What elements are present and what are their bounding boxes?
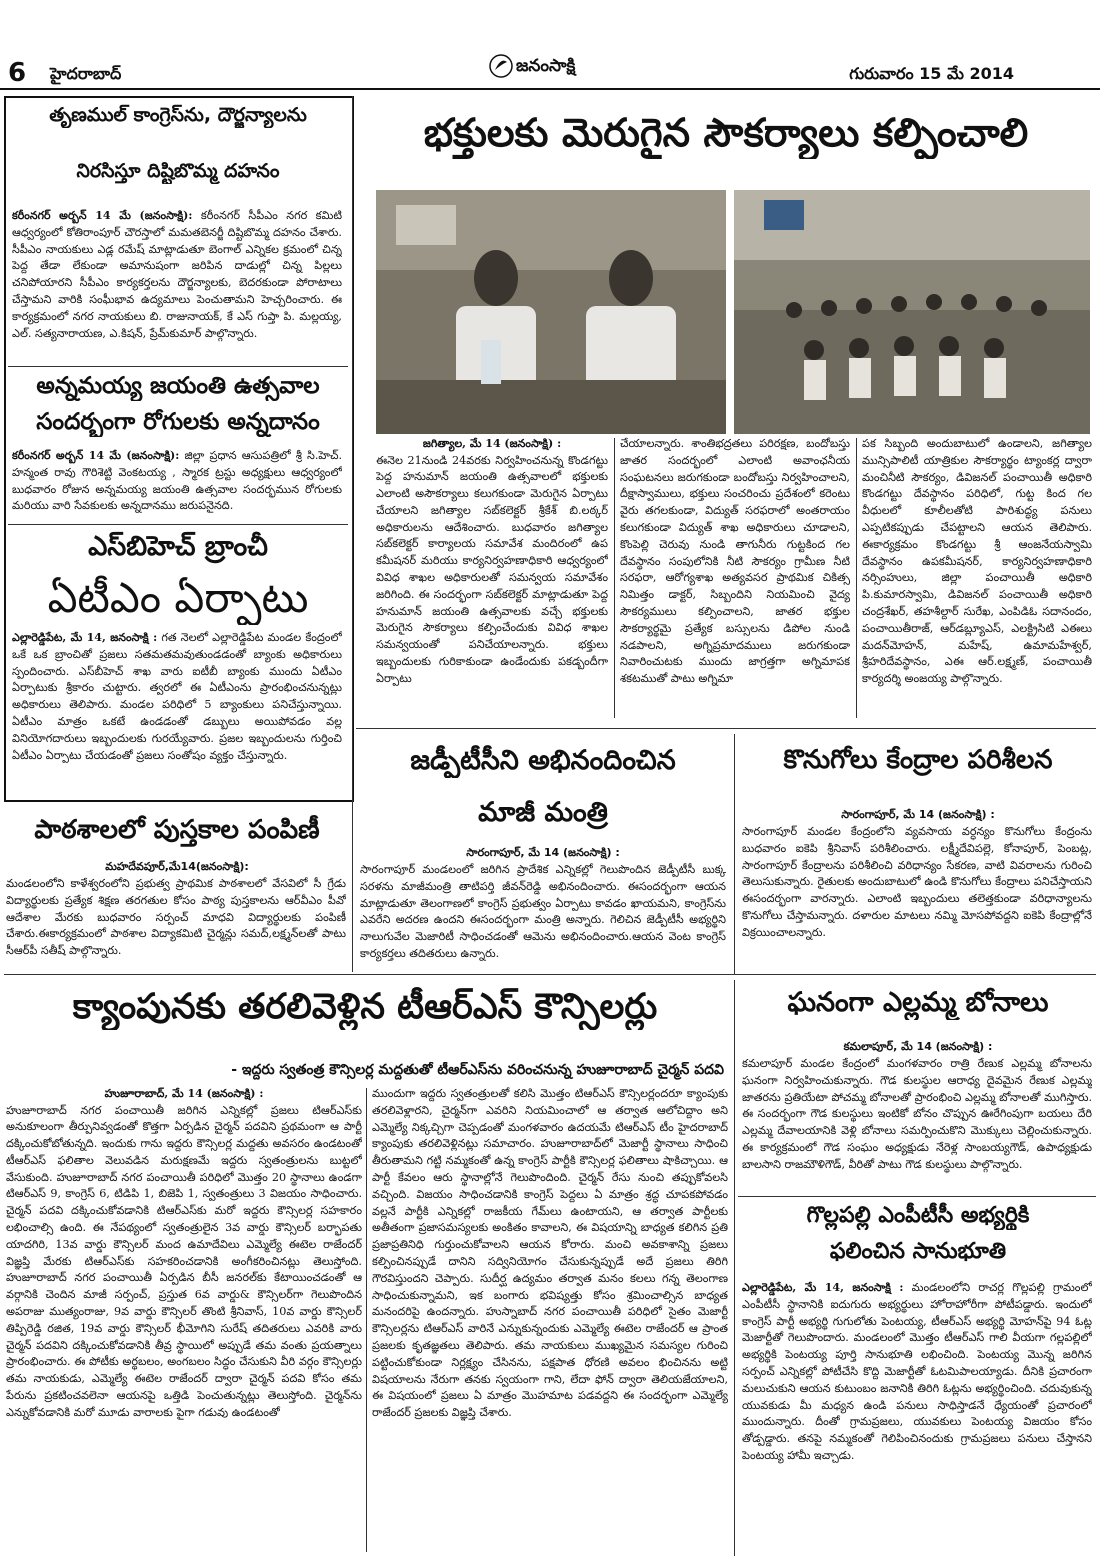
article-1-headline-line-2: నిరసిస్తూ దిష్టిబొమ్మ దహనం: [76, 160, 280, 182]
masthead-rule: [0, 88, 1100, 90]
divider: [8, 366, 348, 367]
article-10-body: [742, 1280, 1092, 1556]
article-9-body: కమలాపూర్ మండల కేంద్రంలో మంగళవారం రాత్రి రేణుక ఎల్లమ్మ బోనాలను ఘనంగా నిర్వహించుకున్నారు. గౌడ కులస్థుల ఆరాధ్య దైవమైన రేణుక ఎల్లమ్మ జాతరను ప్రతియేటా పోచమ్మ బోనాలతో ప్రారంభించి ఎల్లమ్మ బోనాలతో ముగిస్తారు. ఈ సందర్భంగా గౌడ కులస్థులు ఇంటికో బోనం చొప్పున ఊరేగింపుగా బయలు దేరి ఎల్లమ్మ దేవాలయానికి వెళ్లి బోనాలు సమర్పించుకొని మొక్కులు చెల్లించుకున్నారు. ఈ కార్యక్రమంలో గౌడ సంఘం అధ్యక్షుడు నేరెళ్ల సాంబయ్యగౌడ్, ఉపాధ్యక్షుడు బాలసాని రాజమౌళిగౌడ్, వీరితో పాటు గౌడ కులస్థులు పాల్గొన్నారు.: [742, 1057, 1092, 1171]
article-10-text: మండలంలోని రాచర్ల గొల్లపల్లి గ్రామంలో ఎంపీటీసీ స్థానానికి ఐదుగురు అభ్యర్థులు హోరాహోరీగా పోటీపడ్డారు. ఇందులో కాంగ్రెస్ పార్టీ అభ్యర్థి గుగులోతు పెంటయ్య, టీఆర్ఎస్ అభ్యర్థి మోహన్‌పై 94 ఓట్ల మెజార్టీతో గెలుపొందారు. మండలంలో మొత్తం టీఆర్ఎస్ గాలి వీయగా గల్లపల్లిలో అభ్యర్థికి పెంటయ్య పూర్తి సానుభూతి లభించింది. పెంటయ్య మొన్న జరిగిన సర్పంచ్ ఎన్నికల్లో పోటీచేసి కొద్ది మెజార్టీతో ఓటమిపాలయ్యాడు. దీనికి ప్రచారంగా మలుచుకుని ఆయన కుటుంబం జనానికి తిరిగి ఓట్లను అభ్యర్థించింది. చదువుకున్న యువకుడు మీ మధ్యన ఉండి పనులు సాధిస్తాడనే ధ్యేయంతో ప్రచారంలో ముందున్నారు. దీంతో గ్రామప్రజలు, యువకులు పెంటయ్య విజయం కోసం తోడ్పడ్డారు. తనపై నమ్మకంతో గెలిపించినందుకు గ్రామప్రజలు పనులు చేస్తానని పెంటయ్య హామీ ఇచ్చాడు.: [742, 1281, 1092, 1462]
page-number: 6: [8, 58, 27, 88]
article-4-byline: మహదేవపూర్,మే14(జనంసాక్షి):: [105, 860, 249, 873]
masthead: [0, 0, 1100, 86]
divider: [4, 974, 1096, 975]
article-2-text: జిల్లా ప్రధాన ఆసుపత్రిలో శ్రీ సి.హెచ్. హన్మంత రావు గౌరిశెట్టి వెంకటయ్య , స్మారక ట్రస్టు అధ్యక్షులు ఆధ్వర్యంలో బుధవారం రోజున అన్నమయ్య జయంతి ఉత్సవాల సందర్భమున రోగులకు మరియు వారి సేవకులకు అన్నదానము జరుపనైనది.: [12, 449, 342, 513]
article-8-col-2: ముందుగా ఇద్దరు స్వతంత్రులతో కలిసి మొత్తం టిఆర్ఎస్ కౌన్సిలర్లందరూ క్యాంపుకు తరలివెళ్లారని, చైర్మన్‌గా ఎవరిని నియమించాలో ఆ తర్వాత ఆలోచిద్దాం అని ఎమ్మెల్యే నిక్కచ్చిగా చెప్పడంతో మంగళవారం ఉదయమే టిఆర్ఎస్ టీం హైదరాబాద్ క్యాంపుకు తరలివెళ్లినట్లు సమాచారం. హుజూరాబాద్‌లో మెజార్టీ స్థానాలు సాధించి తీరుతామని గట్టి నమ్మకంతో ఉన్న కాంగ్రెస్ పార్టీకి కౌన్సిలర్ల ఫలితాలు షాకిచ్చాయి. ఆ పార్టీ కేవలం ఆరు స్థానాల్లోనే గెలుపొందింది. చైర్మన్ రేసు నుంచి తప్పుకోవలసి వచ్చింది. విజయం సాధించడానికి కాంగ్రెస్ పెద్దలు ఏ మాత్రం శ్రద్ధ చూపకపోవడం వల్లనే పార్టీకి ఎన్నికల్లో రాజకీయ గేమ్‌లు ఉంటాయని, ఆ తర్వాత పార్టీలకు అతీతంగా ప్రజాసమస్యలకు అంకితం కావాలని, ఈ విషయాన్ని బాధ్యత కలిగిన ప్రతి ప్రజాప్రతినిధి గుర్తుంచుకోవాలని ఆయన కోరారు. మంచి అవకాశాన్ని ప్రజలు కల్పించినప్పుడే దానిని సద్వినియోగం చేసుకున్నప్పుడే అదే ప్రజలు తిరిగి గౌరవిస్తుందని చెప్పారు. సుదీర్ఘ ఉద్యమం తర్వాత మనం కలలు గన్న తెలంగాణ సాధించుకున్నామని, ఇక బంగారు భవిష్యత్తు కోసం శ్రమించాల్సిన బాధ్యత మనందరిపై ఉందన్నారు. హుస్నాబాద్ నగర పంచాయితీ పరిధిలో సైతం మెజార్టీ కౌన్సిలర్లను టిఆర్ఎస్ వారినే ఎన్నుకున్నందుకు ఎమ్మెల్యే ఈటెల రాజేందర్ ఆ ప్రాంత ప్రజలకు కృతజ్ఞతలు తెలిపారు. తమ నాయకులు ముఖ్యమైన సమస్యల గురించి పట్టించుకోకుండా నిర్లక్ష్యం చేసినను, పక్షపాత ధోరణి అవలం భించినను అట్టి విషయాలను నేరుగా తనకు స్వయంగా గాని, లేదా ఫోన్ ద్వారా తెలియజేయాలని, ఈ విషయంలో ప్రజలు ఏ మాత్రం మొహమాట పడవద్దని ఈ సందర్భంగా ఎమ్మెల్యే రాజేందర్ ప్రజలకు విజ్ఞప్తి చేశారు.: [372, 1087, 728, 1420]
article-8-byline: హుజూరాబాద్, మే 14 (జనంసాక్షి) :: [104, 1087, 264, 1100]
divider: [856, 438, 857, 718]
article-7-headline: కొనుగోలు కేంద్రాల పరిశీలన: [783, 745, 1053, 775]
divider: [366, 1088, 367, 1552]
article-8-subhead: - ఇద్దరు స్వతంత్ర కౌన్సిలర్ల మద్దతుతో టీఆర్ఎస్‌ను వరించనున్న హుజూరాబాద్ చైర్మన్ పదవి: [231, 1062, 724, 1078]
article-3-body: [12, 630, 342, 794]
lead-col-3: పక సిబ్బంది అందుబాటులో ఉండాలని, జగిత్యాల మున్సిపాలిటీ యాత్రికుల సౌకర్యార్థం ట్యాంకర్ల ద్వారా మంచినీటి సౌకర్యం, డివిజనల్ పంచాయితీ అధికారి కొండగట్టు దేవస్థానం పరిధిలో, గుట్ట కింద గల వీధులలో కూలీలతోటి పారిశుద్ధ్య పనులు ఎప్పటికప్పుడు చేపట్టాలని ఆయన తెలిపారు. ఈకార్యక్రమం కొండగట్టు శ్రీ ఆంజనేయస్వామి దేవస్థానం ఉపకమీషనర్, కార్యనిర్వహణాధికారి నర్సింహులు, జిల్లా పంచాయితీ అధికారి పి.కుమారస్వామి, డివిజనల్ పంచాయితీ అధికారి చంద్రశేఖర్, తహశీల్దార్ సురేఖ, ఎంపిడిఓ సదానందం, పంచాయితీరాజ్, ఆర్‌డబ్ల్యూఎస్, ఎలక్ట్రిసిటి ఎఈలు మదన్‌మోహన్, మహేష్, ఉమామహేశ్వర్, శ్రీహరిదేవస్థానం, ఎఈ ఆర్.లక్ష్మణ్, పంచాయితీ కార్యదర్శి అంజయ్య పాల్గొన్నారు.: [862, 437, 1092, 686]
article-6-headline-line-2: మాజీ మంత్రి: [478, 797, 608, 828]
article-6-headline-line-1: జడ్పీటీసీని అభినందించిన: [410, 745, 676, 776]
article-8-headline: క్యాంపునకు తరలివెళ్లిన టీఆర్ఎస్ కౌన్సిలర్లు: [72, 987, 658, 1027]
article-2-headline-line-2: సందర్భంగా రోగులకు అన్నదానం: [36, 409, 320, 435]
article-3-text: గత నెలలో ఎల్లారెడ్డిపేట మండల కేంద్రంలో ఒకే ఒక బ్రాంచితో ప్రజలు సతమతమవుతుండడంతో బ్యాంకు అధికారులు స్పందించారు. ఎస్‌బీహెచ్ శాఖ వారు ఐటీబీ బ్యాంకు ముందు ఏటీఎం ఏర్పాటుకు శ్రీకారం చుట్టారు. త్వరలో ఈ ఏటీఎంను ప్రారంభించనున్నట్లు అధికారులు తెలిపారు. మండల పరిధిలో 5 బ్యాంకులు పనిచేస్తున్నాయి. ఏటీఎం మాత్రం ఒకటే ఉండడంతో డబ్బులు అయిపోవడం వల్ల వినియోగదారులు ఇబ్బందులకు గురయ్యేవారు. ప్రజల ఇబ్బందులను గుర్తించి ఏటీఎం ఏర్పాటు చేయడంతో ప్రజలు సంతోషం వ్యక్తం చేస్తున్నారు.: [12, 631, 342, 762]
article-3-byline: ఎల్లారెడ్డిపేట, మే 14, జనంసాక్షి :: [12, 631, 158, 644]
article-6-byline: సారంగాపూర్, మే 14 (జనంసాక్షి) :: [466, 846, 620, 859]
lead-headline: భక్తులకు మెరుగైన సౌకర్యాలు కల్పించాలి: [423, 111, 1029, 156]
officials-seated-icon: [376, 190, 726, 434]
article-1-text: కరీంనగర్ సీపీఎం నగర కమిటి ఆధ్వర్యంలో కోతిరాంపూర్ చౌరస్తాలో మమతబెనర్జీ దిష్టిబొమ్మ దహనం చేశారు. సీపీఎం నాయకులు ఎడ్ల రమేష్ మాట్లాడుతూ బెంగాల్ ఎన్నికల క్రమంలో చిన్న పెద్ద తేడా లేకుండా అమానుషంగా జరిపిన దాడుల్లో చిన్న పిల్లలు చనిపోయారని సీపీఎం కార్యకర్తలను దౌర్జన్యాలకు, బెదరకుండా పోరాటాలు చేస్తామని వారికి సంఘీభావ ఉద్యమాలు పెంచుతామని హెచ్చరించారు. ఈ కార్యక్రమంలో నగర నాయకులు బి. రాజునాయక్, కే ఎస్ గుప్తా పి. మల్లయ్య, ఎల్. సత్యనారాయణ, ఎ.కిషన్, ప్రేమ్‌కుమార్ పాల్గొన్నారు.: [12, 209, 342, 340]
divider: [734, 734, 735, 974]
lead-col-1-text: ఈనెల 21నుండి 24వరకు నిర్వహించనున్న కొండగట్టు పెద్ద హనుమాన్ జయంతి ఉత్సవాలలో భక్తులకు ఎలాంటి అసౌకర్యాలు కలుగకుండా మెరుగైన ఏర్పాటు చేయాలని జగిత్యాల సబ్‌కలెక్టర్ శ్రీకేశ్ బి.లఠ్కర్ అధికారులను ఆదేశించారు. బుధవారం జగిత్యాల సబ్‌కలెక్టర్ కార్యాలయ సమావేశ మందిరంలో ఉప కమీషనర్ మరియు కార్యనిర్వహణాధికారి ఆధ్వర్యంలో వివిధ శాఖల అధికారులతో సమన్వయ సమావేశం జరిగింది. ఈ సందర్భంగా సబ్‌కలెక్టర్ మాట్లాడుతూ పెద్ద హనుమాన్ జయంతి ఉత్సవాలకు వచ్చే భక్తులకు మెరుగైన సౌకర్యాలు కల్పించేందుకు వివిధ శాఖల సమన్వయంతో పనిచేయాలన్నారు. భక్తులు ఇబ్బందులకు గురికాకుండా ఉండేందుకు పకడ్బందీగా ఏర్పాటు: [376, 453, 608, 685]
divider: [614, 438, 615, 718]
divider: [738, 1196, 1096, 1197]
article-2-byline: కరీంనగర్ అర్బన్ 14 మే (జనంసాక్షి):: [12, 449, 180, 462]
article-2-body: [12, 448, 342, 522]
divider: [734, 980, 735, 1556]
divider: [352, 96, 353, 972]
article-8-col-1: [6, 1086, 362, 1556]
article-4-headline: పాఠశాలలో పుస్తకాల పంపిణీ: [34, 815, 320, 845]
divider: [8, 524, 348, 525]
article-3-headline-line-2: ఏటీఎం ఏర్పాటు: [47, 573, 309, 622]
article-2-headline-line-1: అన్నమయ్య జయంతి ఉత్సవాల: [36, 373, 320, 399]
article-10-headline-line-2: ఫలించిన సానుభూతి: [829, 1239, 1007, 1264]
edition-city: హైదరాబాద్: [50, 64, 122, 83]
article-7-body: సారంగాపూర్ మండల కేంద్రంలోని వ్యవసాయ వర్ధన్యం కొనుగోలు కేంద్రంను బుధవారం ఐకెపి శ్రీనివాస్ పరిశీలించారు. లక్ష్మీదేవిపల్లె, కోనాపూర్, పెంబట్ల, సారంగాపూర్ కేంద్రాలను పరిశీలించి వరిధాన్యం సేకరణ, వాటి వివరాలను గురించి తెలుసుకున్నారు. రైతులకు అందుబాటులో ఉండి కొనుగోలు కేంద్రాలు పనిచేస్తాయని ఈసందర్భంగా వారన్నారు. ఎలాంటి ఇబ్బందులు తలెత్తకుండా వరిధాన్యాలను కొనుగోలు చేస్తామన్నారు. దళారుల మాటలు నమ్మి మోసపోవద్దని ఐకెపి కేంద్రాల్లోనే విక్రయించాలన్నారు.: [742, 825, 1092, 939]
lead-col-2: చేయాలన్నారు. శాంతిభద్రతలు పరిరక్షణ, బందోబస్తు జాతర సందర్భంలో ఎలాంటి అవాంఛనీయ సంఘటనలు జరుగకుండా బందోబస్తు నిర్వహించాలని, దీక్షాస్వాములు, భక్తులు సంచరించు ప్రదేశంలో కరెంటు వైరు తగలకుండా, విద్యుత్ సరఫరాలో అంతరాయం కలుగకుండా విద్యుత్ శాఖ అధికారులు చూడాలని, కొంపెల్లి చెరువు నుండి తాగునీరు గుట్టకింద గల దేవస్థానం సంపులోనికి నీటి సౌకర్యం గ్రామీణ నీటి సరఫరా, ఆరోగ్యశాఖ అత్యవసర ప్రాథమిక చికిత్స నిమిత్తం డాక్టర్, సిబ్బందిని నియమించి వైద్య సౌకర్యములు కల్పించాలని, జాతర భక్తుల సౌకర్యార్థమై ప్రత్యేక బస్సులను డిపోల నుండి నడపాలని, అగ్నిప్రమాదములు జరుగకుండా నివారించుటకు ముందు జాగ్రత్తగా అగ్నిమాపక శకటముతో పాటు అగ్నిమా: [620, 437, 850, 686]
article-9-headline: ఘనంగా ఎల్లమ్మ బోనాలు: [787, 987, 1049, 1018]
article-3-headline-line-1: ఎస్‌బిహెచ్ బ్రాంచీ: [88, 531, 268, 562]
audience-hall-icon: [734, 190, 1090, 434]
logo-text: జనంసాక్షి: [516, 56, 576, 76]
issue-date: గురువారం 15 మే 2014: [849, 64, 1014, 83]
article-1-headline-line-1: తృణముల్ కాంగ్రెస్‌ను, దౌర్జన్యాలను: [49, 104, 307, 126]
article-8-col-1-text: హుజూరాబాద్ నగర పంచాయితీ జరిగిన ఎన్నికల్లో ప్రజలు టిఆర్ఎస్‌కు అనుకూలంగా తీర్పునివ్వడంతో కొత్తగా ఏర్పడిన చైర్మన్ పదవిని ప్రథమంగా ఆ పార్టీ దక్కించుకోబోతున్నది. ఇందుకు గాను ఇద్దరు కౌన్సిలర్ల మద్దతు అవసరం ఉండటంతో టీఆర్ఎస్ ఫలితాల వెలువడిన మరుక్షణమే ఇద్దరు స్వతంత్రులను బుట్టలో వేసుకుంది. హుజూరాబాద్ నగర పంచాయితీ పరిధిలో మొత్తం 20 స్థానాలు ఉండగా టిఆర్ఎస్ 9, కాంగ్రెస్ 6, టిడిపి 1, బిజెపి 1, స్వతంత్రులు 3 విజయం సాధించారు. చైర్మన్ పదవి దక్కించుకోవడానికి టిఆర్ఎస్‌కు మరో ఇద్దరు కౌన్సిలర్ల సహకారం లభించాల్సి ఉంది. ఈ నేపథ్యంలో స్వతంత్రులైన 3వ వార్డు కౌన్సిలర్ బర్భాపతు యాదగిరి, 13వ వార్డు కౌన్సిలర్ మంద ఉమాదేవిలు ఎమ్మెల్యే ఈటెల రాజేందర్ విజ్ఞప్తి మేరకు టిఆర్ఎస్‌కు సహకరించడానికి అంగీకరించినట్లు తెలుస్తోంది. హుజూరాబాద్ నగర పంచాయితీ ఏర్పడిన బీసీ జనరల్‌కు కేటాయించడంతో ఆ వర్గానికి చెందిన మాజీ సర్పంచ్, ప్రస్తుత 6వ వార్డు& కౌన్సిలర్‌గా గెలుపొందిన అపరాజు ముత్యంరాజు, 9వ వార్డు కౌన్సిలర్ తొంటి శ్రీనివాస్, 10వ వార్డు కౌన్సిలర్ తిప్పిరెడ్డి రజిత, 19వ వార్డు కౌన్సిలర్ భీమోగిని సురేష్ తదితరులు ఎవరికి వారు చైర్మన్ పదవిని దక్కించుకోవడానికి తీవ్ర స్థాయిలో అప్పుడే తమ వంతు ప్రయత్నాలు ప్రారంభించారు. ఈ పోటీకు అర్థబలం, అంగబలం సిద్ధం చేసుకుని వీరి వర్గం కౌన్సిలర్లు తమ నాయకుడు, ఎమ్మెల్యే ఈటెల రాజేందర్ ద్వారా చైర్మన్ పదవి కోసం తమ పేరును ప్రకటించవలెనా ఆయనపై ఒత్తిడి పెంచుతున్నట్లు తెలుస్తోంది. చైర్మన్‌ను ఎన్నుకోవడానికి మరో మూడు వారాలకు పైగా గడువు ఉండటంతో: [6, 1103, 362, 1419]
lead-photo-1: [376, 190, 726, 434]
article-7-byline: సారంగాపూర్, మే 14 (జనంసాక్షి) :: [841, 808, 995, 821]
newspaper-logo: [488, 52, 628, 80]
article-4-body: మండలంలోని కాళేశ్వరంలోని ప్రభుత్వ ప్రాథమిక పాఠశాలలో వేసవిలో సీ గ్రేడు విద్యార్థులకు ప్రత్యేక శిక్షణ తరగతుల కోసం పాఠ్య పుస్తకాలను ఆర్‌వీఎం పీవో ఆదేశాల మేరకు బుధవారం సర్పంచ్ మాధవి విద్యార్థులకు పంపిణీ చేశారు.ఈకార్యక్రమంలో పాఠశాల విద్యాకమిటి చైర్మన్లు సమద్,లక్ష్మన్‌లతో పాటు సీఆర్‌పీ సతీష్ పాల్గొన్నారు.: [6, 877, 346, 958]
lead-photo-2: [734, 190, 1090, 434]
article-1-byline: కరీంనగర్ అర్బన్ 14 మే (జనంసాక్షి):: [12, 209, 193, 222]
article-9-byline: కమలాపూర్, మే 14 (జనంసాక్షి) :: [843, 1040, 993, 1053]
divider: [356, 728, 1096, 729]
lead-byline: జగిత్యాల, మే 14 (జనంసాక్షి) :: [422, 437, 562, 450]
article-10-byline: ఎల్లారెడ్డిపేట, మే 14, జనంసాక్షి :: [742, 1281, 904, 1294]
lead-col-1: [376, 436, 608, 722]
article-6-body: సారంగాపూర్ మండలంలో జరిగిన ప్రాదేశిక ఎన్నికల్లో గెలుపొందిన జెడ్పీటీసీ బుక్క సరళను మాజీమంత్రి తాటిపర్తి జీవన్‌రెడ్డి అభినందించారు. ఈసందర్భంగా ఆయన మాట్లాడుతూ తెలంగాణలో కాంగ్రెస్ ప్రభుత్వం ఏర్పాటు కావడం ఖాయమని, కాంగ్రెస్‌ను ఎవరేని అదరణ ఉందని ఈసందర్భంగా మంత్రి అన్నారు. గెలిచిన జెడ్పీటీసీ అభ్యర్థిని నాలుగువేల మెజారిటీ సాధించడంతో ఆమెను అభినందించారు.ఆయన వెంట కాంగ్రెస్ కార్యకర్తలు తదితరులు ఉన్నారు.: [360, 863, 726, 960]
article-10-headline-line-1: గొల్లపల్లి ఎంపీటీసీ అభ్యర్థికి: [806, 1203, 1030, 1228]
leaf-emblem-icon: [488, 53, 514, 79]
article-1-body: [12, 208, 342, 366]
